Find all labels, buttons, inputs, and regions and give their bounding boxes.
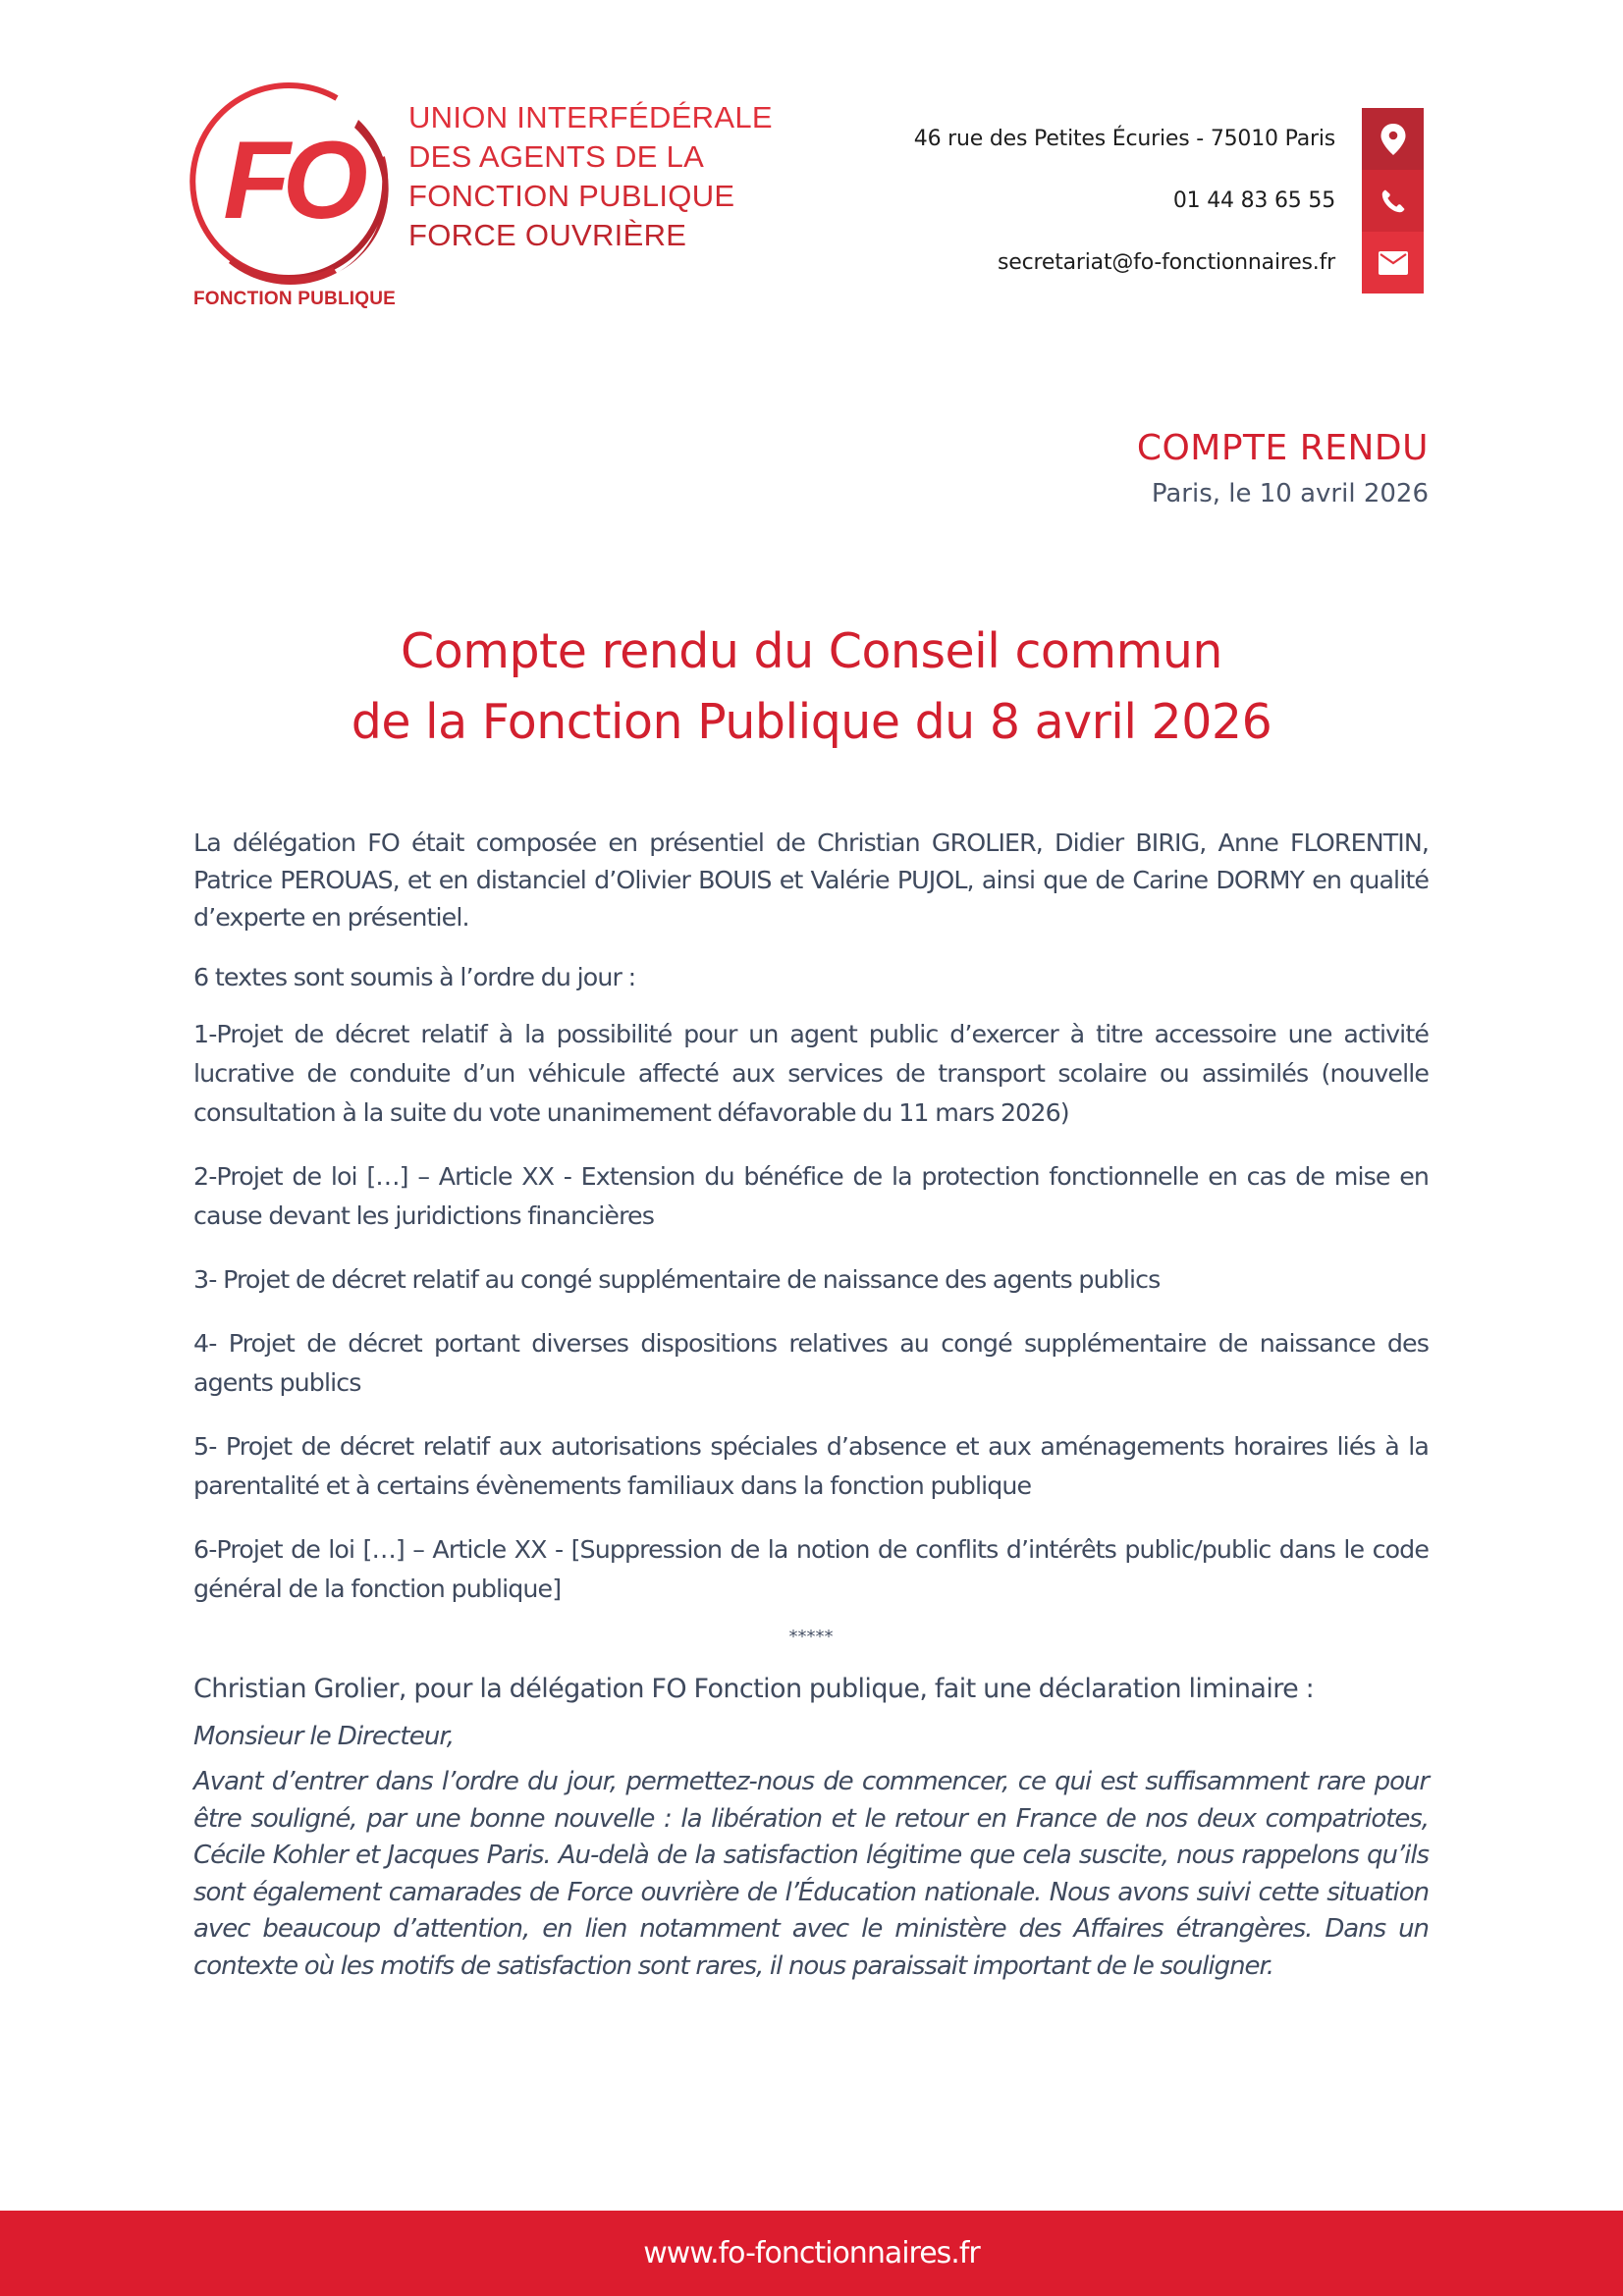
delegation-paragraph: La délégation FO était composée en présentiel de Christian GROLIER, Didier BIRIG, Anne FLORENTIN, Patrice PEROUAS, et en distanciel d’Olivier BOUIS et Valérie PUJOL, ainsi que de Carine DORMY en qualité d’experte en présentiel. (193, 828, 1429, 932)
document-date: Paris, le 10 avril 2026 (1151, 479, 1429, 508)
org-name-line: DES AGENTS DE LA (408, 139, 705, 174)
website-link[interactable]: www.fo-fonctionnaires.fr (643, 2236, 980, 2270)
fo-logo-letters: FO (223, 119, 360, 241)
agenda-item: 2-Projet de loi […] – Article XX - Extension du bénéfice de la protection fonctionnelle en cas de mise en cause devant les juridictions financières (193, 1162, 1429, 1230)
agenda-item: 6-Projet de loi […] – Article XX - [Suppression de la notion de conflits d’intérêts public/public dans le code général de la fonction publique] (193, 1535, 1429, 1603)
page-title (0, 616, 1623, 758)
document-body (193, 825, 1429, 1986)
speaker-intro: Christian Grolier, pour la délégation FO Fonction publique, fait une déclaration liminaire : (193, 1674, 1315, 1704)
agenda-item: 5- Projet de décret relatif aux autorisations spéciales d’absence et aux aménagements horaires liés à la parentalité et à certains évènements familiaux dans la fonction publique (193, 1432, 1429, 1500)
fo-logo-emblem-icon (189, 80, 398, 289)
statement-salutation: Monsieur le Directeur, (193, 1722, 455, 1751)
contact-block (746, 108, 1335, 294)
agenda-item: 3- Projet de décret relatif au congé supplémentaire de naissance des agents publics (193, 1265, 1161, 1294)
title-line-2: de la Fonction Publique du 8 avril 2026 (351, 694, 1272, 750)
contact-icon-column (1362, 108, 1424, 294)
contact-email[interactable]: secretariat@fo-fonctionnaires.fr (998, 250, 1335, 275)
contact-phone[interactable]: 01 44 83 65 55 (1172, 188, 1335, 213)
logo-caption: FONCTION PUBLIQUE (192, 289, 397, 309)
org-name-line: FONCTION PUBLIQUE (408, 179, 735, 213)
contact-address: 46 rue des Petites Écuries - 75010 Paris (913, 127, 1335, 151)
mail-icon (1362, 232, 1424, 294)
section-separator: ***** (788, 1627, 834, 1647)
document-type-label: COMPTE RENDU (1136, 428, 1429, 468)
agenda-list (193, 1015, 1429, 1609)
org-name-line: UNION INTERFÉDÉRALE (408, 100, 773, 134)
phone-icon (1362, 170, 1424, 232)
fo-logo (189, 80, 398, 289)
agenda-item: 1-Projet de décret relatif à la possibilité pour un agent public d’exercer à titre accessoire une activité lucrative de conduite d’un véhicule affecté aux services de transport scolaire ou assimilés (nouvelle consultation à la suite du vote unanimement défavorable du 11 mars 2026) (193, 1020, 1429, 1127)
organization-name (408, 98, 773, 255)
title-line-1: Compte rendu du Conseil commun (401, 623, 1222, 679)
statement-text: Avant d’entrer dans l’ordre du jour, permettez-nous de commencer, ce qui est suffisamment rare pour être souligné, par une bonne nouvelle : la libération et le retour en France de nos deux compatriotes, Cécile Kohler et Jacques Paris. Au-delà de la satisfaction légitime que cela suscite, nous rappelons qu’ils sont également camarades de Force ouvrière de l’Éducation nationale. Nous avons suivi cette situation avec beaucoup d’attention, en lien notamment avec le ministère des Affaires étrangères. Dans un contexte où les motifs de satisfaction sont rares, il nous paraissait important de le souligner. (193, 1767, 1429, 1981)
location-pin-icon (1362, 108, 1424, 170)
org-name-line: FORCE OUVRIÈRE (408, 218, 687, 252)
footer-band (0, 2211, 1623, 2296)
agenda-intro: 6 textes sont soumis à l’ordre du jour : (193, 963, 636, 991)
agenda-item: 4- Projet de décret portant diverses dispositions relatives au congé supplémentaire de naissance des agents publics (193, 1329, 1429, 1397)
